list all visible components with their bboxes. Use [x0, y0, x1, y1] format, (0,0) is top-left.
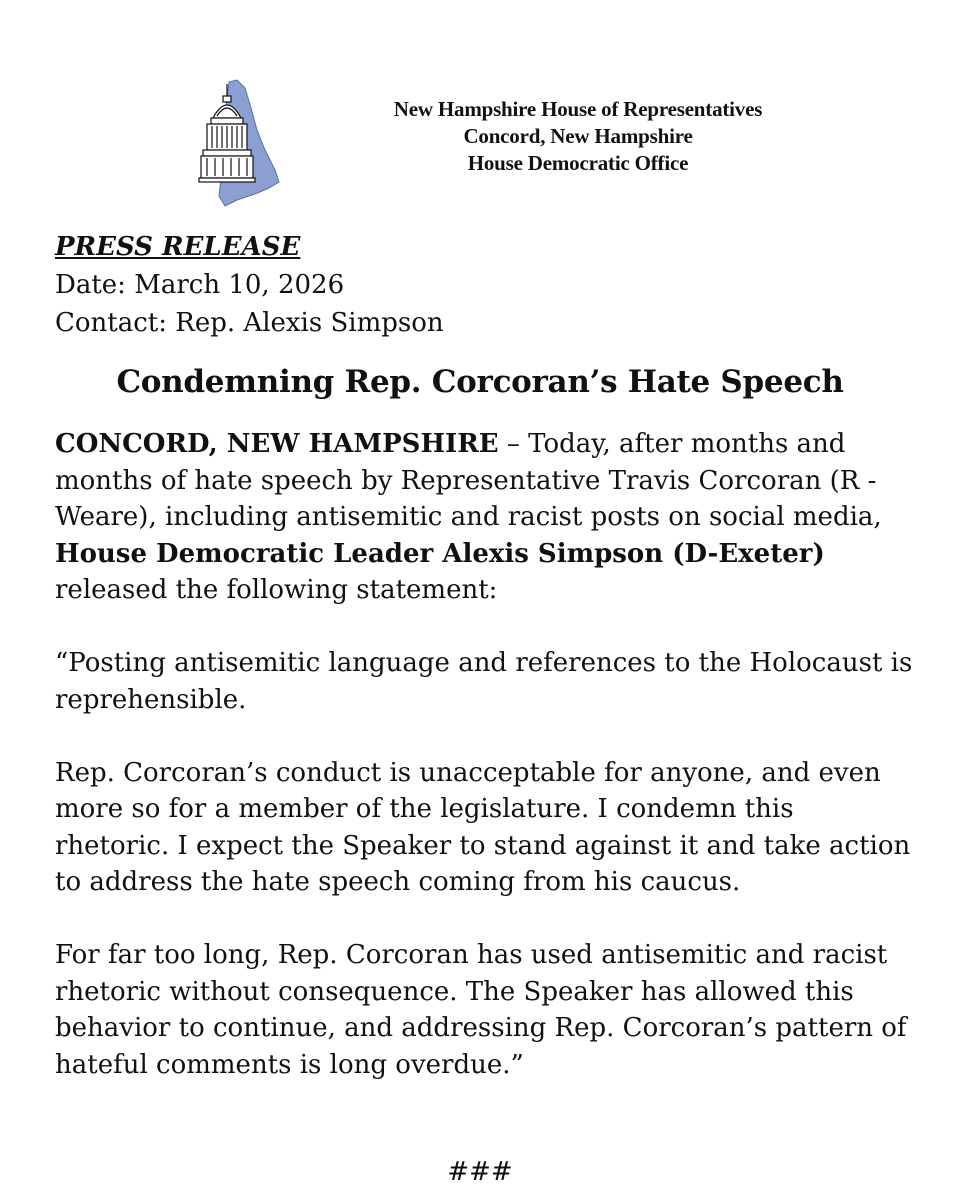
quote-paragraph-2: Rep. Corcoran’s conduct is unacceptable for anyone, and even more so for a member of the legislature. I condemn this rhetoric. I expect the Speaker to stand against it and take action to address the hate speech coming from his caucus.: [55, 757, 911, 897]
org-line-name: New Hampshire House of Representatives: [393, 97, 763, 121]
quote-paragraph-1: “Posting antisemitic language and references to the Holocaust is reprehensible.: [55, 648, 913, 715]
org-line-city: Concord, New Hampshire: [463, 124, 693, 148]
release-body: [55, 426, 915, 1120]
page-title: Condemning Rep. Corcoran’s Hate Speech: [116, 364, 844, 400]
lead-paragraph: [55, 426, 915, 609]
lead-text-2: released the following statement:: [55, 575, 498, 605]
organization-heading: [353, 96, 803, 177]
release-contact: Contact: Rep. Alexis Simpson: [55, 308, 444, 338]
org-line-office: House Democratic Office: [467, 151, 689, 175]
release-meta: [55, 228, 444, 342]
press-release-label: PRESS RELEASE: [55, 232, 301, 262]
quote-paragraph-3: For far too long, Rep. Corcoran has used antisemitic and racist rhetoric without consequence. The Speaker has allowed this behavior to continue, and addressing Rep. Corcoran’s pattern of hateful comments is long overdue.”: [55, 940, 907, 1080]
lead-text-1: – Today, after months and months of hate speech by Representative Travis Corcoran (R - Weare), including antisemitic and racist posts on social media,: [55, 429, 882, 532]
dateline: CONCORD, NEW HAMPSHIRE: [55, 429, 499, 459]
release-date: Date: March 10, 2026: [55, 270, 345, 300]
end-mark: ###: [447, 1157, 513, 1187]
nh-capitol-dome-state-outline-icon: [195, 78, 287, 210]
letterhead: [195, 78, 815, 210]
speaker-name: House Democratic Leader Alexis Simpson (D-Exeter): [55, 538, 825, 569]
